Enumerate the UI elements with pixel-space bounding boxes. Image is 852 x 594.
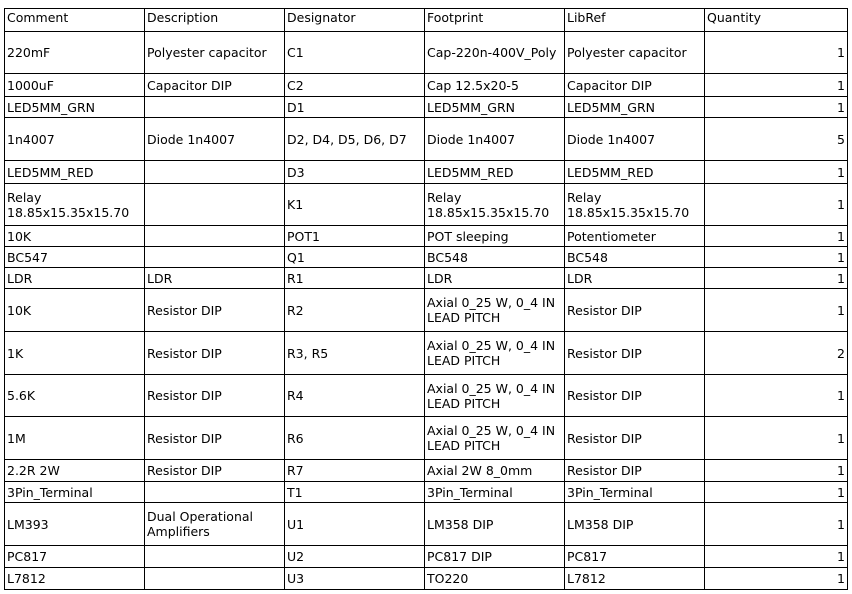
cell-description: Resistor DIP: [145, 460, 285, 482]
cell-footprint: LED5MM_GRN: [425, 97, 565, 118]
cell-quantity: 1: [705, 184, 848, 226]
table-row: [5, 74, 848, 97]
cell-designator: R3, R5: [285, 332, 425, 375]
cell-footprint: Axial 0_25 W, 0_4 IN LEAD PITCH: [425, 289, 565, 332]
cell-description: [145, 226, 285, 247]
cell-description: Diode 1n4007: [145, 118, 285, 161]
cell-comment: 2.2R 2W: [5, 460, 145, 482]
table-row: [5, 482, 848, 503]
cell-comment: 10K: [5, 226, 145, 247]
table-row: [5, 546, 848, 568]
cell-designator: R6: [285, 417, 425, 460]
header-quantity: Quantity: [705, 9, 848, 32]
cell-description: Resistor DIP: [145, 332, 285, 375]
cell-libref: Potentiometer: [565, 226, 705, 247]
cell-description: [145, 247, 285, 268]
cell-description: Resistor DIP: [145, 375, 285, 417]
cell-comment: BC547: [5, 247, 145, 268]
cell-footprint: Cap 12.5x20-5: [425, 74, 565, 97]
cell-designator: R4: [285, 375, 425, 417]
cell-quantity: 1: [705, 482, 848, 503]
table-row: [5, 289, 848, 332]
cell-comment: 10K: [5, 289, 145, 332]
cell-footprint: BC548: [425, 247, 565, 268]
cell-comment: 1K: [5, 332, 145, 375]
cell-footprint: PC817 DIP: [425, 546, 565, 568]
cell-libref: Resistor DIP: [565, 460, 705, 482]
cell-footprint: Axial 0_25 W, 0_4 IN LEAD PITCH: [425, 375, 565, 417]
table-row: [5, 161, 848, 184]
cell-quantity: 1: [705, 268, 848, 289]
header-libref: LibRef: [565, 9, 705, 32]
cell-designator: K1: [285, 184, 425, 226]
cell-footprint: LM358 DIP: [425, 503, 565, 546]
cell-description: Resistor DIP: [145, 289, 285, 332]
header-description: Description: [145, 9, 285, 32]
cell-quantity: 5: [705, 118, 848, 161]
cell-comment: 5.6K: [5, 375, 145, 417]
cell-designator: T1: [285, 482, 425, 503]
cell-libref: LED5MM_RED: [565, 161, 705, 184]
cell-libref: BC548: [565, 247, 705, 268]
cell-footprint: Axial 2W 8_0mm: [425, 460, 565, 482]
cell-footprint: LED5MM_RED: [425, 161, 565, 184]
cell-designator: R2: [285, 289, 425, 332]
table-row: [5, 332, 848, 375]
header-footprint: Footprint: [425, 9, 565, 32]
cell-comment: PC817: [5, 546, 145, 568]
cell-quantity: 1: [705, 503, 848, 546]
cell-designator: C2: [285, 74, 425, 97]
cell-footprint: Axial 0_25 W, 0_4 IN LEAD PITCH: [425, 417, 565, 460]
cell-description: [145, 184, 285, 226]
cell-libref: Relay 18.85x15.35x15.70: [565, 184, 705, 226]
cell-comment: 1M: [5, 417, 145, 460]
table-row: [5, 375, 848, 417]
cell-comment: 220mF: [5, 32, 145, 74]
cell-designator: D3: [285, 161, 425, 184]
cell-libref: Resistor DIP: [565, 332, 705, 375]
cell-description: [145, 482, 285, 503]
cell-description: Polyester capacitor: [145, 32, 285, 74]
cell-designator: U2: [285, 546, 425, 568]
cell-comment: Relay 18.85x15.35x15.70: [5, 184, 145, 226]
cell-footprint: Cap-220n-400V_Poly: [425, 32, 565, 74]
table-row: [5, 32, 848, 74]
cell-libref: Diode 1n4007: [565, 118, 705, 161]
cell-footprint: 3Pin_Terminal: [425, 482, 565, 503]
cell-comment: 1000uF: [5, 74, 145, 97]
cell-libref: LED5MM_GRN: [565, 97, 705, 118]
cell-designator: U3: [285, 568, 425, 590]
cell-description: [145, 97, 285, 118]
cell-description: [145, 546, 285, 568]
table-row: [5, 417, 848, 460]
cell-libref: LDR: [565, 268, 705, 289]
table-row: [5, 226, 848, 247]
cell-description: [145, 161, 285, 184]
cell-footprint: Diode 1n4007: [425, 118, 565, 161]
cell-quantity: 1: [705, 226, 848, 247]
cell-quantity: 1: [705, 247, 848, 268]
table-row: [5, 247, 848, 268]
cell-comment: LED5MM_RED: [5, 161, 145, 184]
cell-footprint: POT sleeping: [425, 226, 565, 247]
cell-designator: D1: [285, 97, 425, 118]
table-row: [5, 118, 848, 161]
cell-designator: D2, D4, D5, D6, D7: [285, 118, 425, 161]
table-row: [5, 97, 848, 118]
cell-designator: POT1: [285, 226, 425, 247]
cell-designator: Q1: [285, 247, 425, 268]
cell-libref: PC817: [565, 546, 705, 568]
cell-quantity: 1: [705, 74, 848, 97]
header-row: [5, 9, 848, 32]
cell-quantity: 2: [705, 332, 848, 375]
header-designator: Designator: [285, 9, 425, 32]
cell-footprint: LDR: [425, 268, 565, 289]
cell-comment: LED5MM_GRN: [5, 97, 145, 118]
cell-quantity: 1: [705, 546, 848, 568]
cell-designator: R7: [285, 460, 425, 482]
cell-libref: Capacitor DIP: [565, 74, 705, 97]
cell-description: LDR: [145, 268, 285, 289]
cell-quantity: 1: [705, 32, 848, 74]
cell-libref: Resistor DIP: [565, 417, 705, 460]
cell-designator: R1: [285, 268, 425, 289]
table-row: [5, 184, 848, 226]
cell-quantity: 1: [705, 375, 848, 417]
cell-quantity: 1: [705, 161, 848, 184]
cell-comment: LDR: [5, 268, 145, 289]
table-row: [5, 460, 848, 482]
cell-description: Resistor DIP: [145, 417, 285, 460]
cell-designator: U1: [285, 503, 425, 546]
table-row: [5, 268, 848, 289]
cell-footprint: TO220: [425, 568, 565, 590]
cell-quantity: 1: [705, 417, 848, 460]
table-row: [5, 503, 848, 546]
cell-designator: C1: [285, 32, 425, 74]
cell-libref: LM358 DIP: [565, 503, 705, 546]
cell-description: Capacitor DIP: [145, 74, 285, 97]
cell-libref: 3Pin_Terminal: [565, 482, 705, 503]
cell-libref: Polyester capacitor: [565, 32, 705, 74]
cell-comment: 3Pin_Terminal: [5, 482, 145, 503]
cell-libref: Resistor DIP: [565, 289, 705, 332]
cell-description: Dual Operational Amplifiers: [145, 503, 285, 546]
cell-quantity: 1: [705, 97, 848, 118]
cell-libref: Resistor DIP: [565, 375, 705, 417]
cell-quantity: 1: [705, 568, 848, 590]
cell-quantity: 1: [705, 460, 848, 482]
cell-comment: LM393: [5, 503, 145, 546]
header-comment: Comment: [5, 9, 145, 32]
cell-footprint: Axial 0_25 W, 0_4 IN LEAD PITCH: [425, 332, 565, 375]
cell-quantity: 1: [705, 289, 848, 332]
bom-table: [4, 8, 848, 590]
cell-comment: L7812: [5, 568, 145, 590]
cell-description: [145, 568, 285, 590]
cell-libref: L7812: [565, 568, 705, 590]
table-row: [5, 568, 848, 590]
cell-comment: 1n4007: [5, 118, 145, 161]
cell-footprint: Relay 18.85x15.35x15.70: [425, 184, 565, 226]
